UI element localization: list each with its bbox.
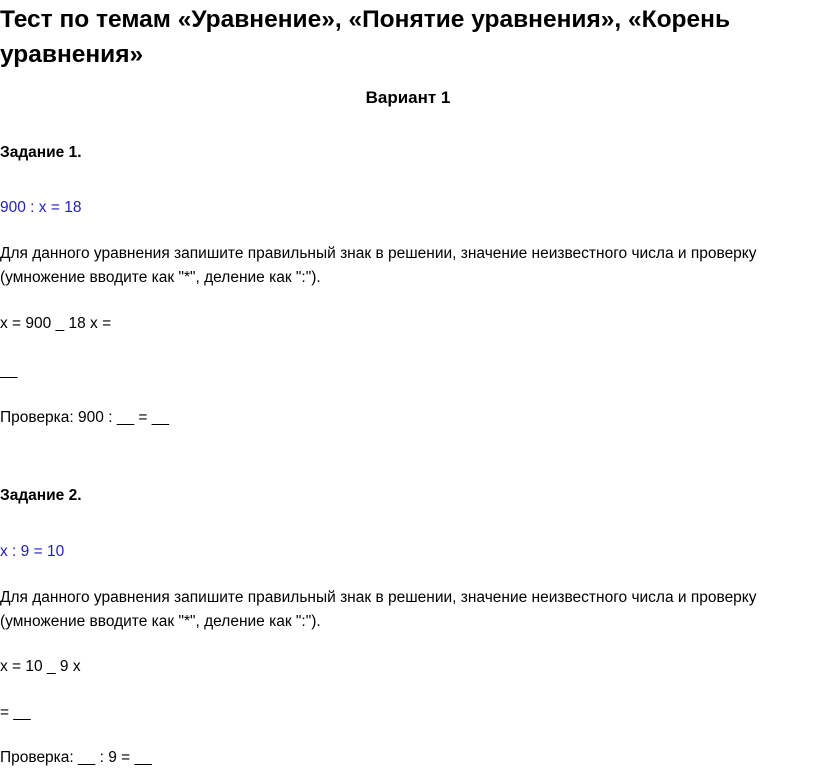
task2-solution-line: x = 10 _ 9 x [0, 658, 81, 675]
task1-check: Проверка: 900 : __ = __ [0, 409, 169, 426]
task2-check: Проверка: __ : 9 = __ [0, 749, 152, 766]
task1-instruction: Для данного уравнения запишите правильный знак в решении, значение неизвестного числа и проверку (умножение вводите как "*", деление как ":"). [0, 245, 757, 286]
task2-equation: x : 9 = 10 [0, 543, 65, 560]
task2-heading: Задание 2. [0, 487, 82, 504]
task1-answer-blank: __ [0, 362, 18, 379]
task1-equation: 900 : x = 18 [0, 199, 82, 216]
task2-answer-blank: = __ [0, 704, 31, 721]
task1-solution-line: x = 900 _ 18 x = [0, 315, 112, 332]
task1-heading: Задание 1. [0, 144, 82, 161]
variant-heading: Вариант 1 [365, 88, 451, 107]
task2-instruction: Для данного уравнения запишите правильный знак в решении, значение неизвестного числа и проверку (умножение вводите как "*", деление как ":"). [0, 589, 757, 630]
document-title: Тест по темам «Уравнение», «Понятие уравнения», «Корень уравнения» [0, 6, 730, 68]
